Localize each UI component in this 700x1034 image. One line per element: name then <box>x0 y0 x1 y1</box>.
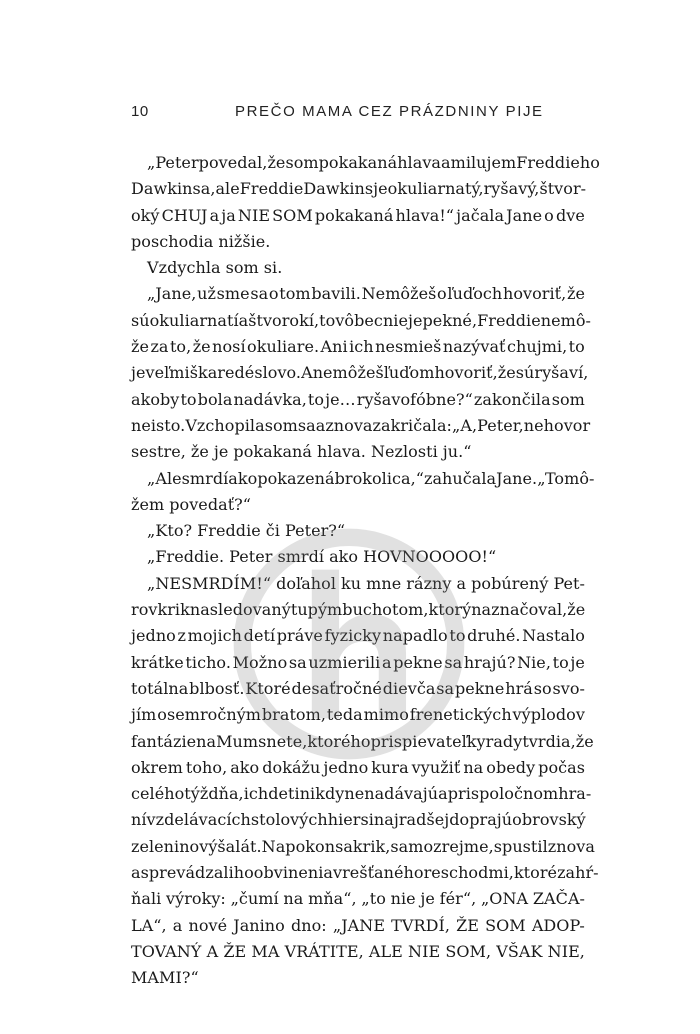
text-line: poschodia nižšie. <box>131 231 271 251</box>
text-line: totálna blbosť. Ktoré desaťročné dievča sa pekne hrá so svo- <box>131 678 585 698</box>
running-title: PREČO MAMA CEZ PRÁZDNINY PIJE <box>235 103 544 120</box>
text-line: zeleninový šalát. Napokon sa krik, samozrejme, spustil znova <box>131 836 595 856</box>
running-header <box>131 103 585 127</box>
text-line: „Freddie. Peter smrdí ako HOVNOOOOO!“ <box>147 547 497 567</box>
text-line: LA“, a nové Janino dno: „JANE TVRDÍ, ŽE SOM ADOP- <box>131 915 585 935</box>
text-line: Dawkinsa, ale Freddie Dawkins je okuliarnatý, ryšavý, štvor- <box>131 179 587 199</box>
text-line: „Peter povedal, že som pokakaná hlava a milujem Freddieho <box>147 153 600 172</box>
text-line: MAMI?“ <box>131 968 199 988</box>
text-line: Vzdychla som si. <box>147 258 283 278</box>
text-line: že za to, že nosí okuliare. Ani ich nesmieš nazývať chujmi, to <box>131 337 585 357</box>
text-line: sú okuliarnatí a štvorokí, to vôbec nie je pekné, Freddie nemô- <box>131 310 591 330</box>
text-line: sestre, že je pokakaná hlava. Nezlosti ju.“ <box>131 442 472 462</box>
text-line: fantázie na Mumsnete, ktorého prispievateľky rady tvrdia, že <box>131 731 594 751</box>
text-line: je veľmi škaredé slovo. A nemôžeš ľuďom hovoriť, že sú ryšaví, <box>131 363 589 383</box>
text-line: žem povedať?“ <box>131 494 252 514</box>
body-text <box>131 150 600 992</box>
text-line: rov krik nasledovaný tupým buchotom, ktorý naznačoval, že <box>131 600 586 620</box>
text-line: „NESMRDÍM!“ doľahol ku mne rázny a pobúrený Pet- <box>147 573 585 593</box>
text-line: neisto. Vzchopila som sa a znova zakričala: „A, Peter, nehovor <box>131 415 591 435</box>
text-line: „Ale smrdí ako pokazená brokolica,“ zahučala Jane. „To mô- <box>147 468 595 488</box>
text-line: oký CHUJ a ja NIE SOM pokakaná hlava!“ jačala Jane o dve <box>131 205 585 225</box>
text-line: jedno z mojich detí práve fyzicky napadlo to druhé. Nastalo <box>131 626 585 646</box>
text-line: jím osemročným bratom, teda mimo frenetických výplodov <box>131 705 585 725</box>
text-line: ňali výroky: „čumí na mňa“, „to nie je fér“, „ONA ZAČA- <box>131 889 585 909</box>
text-line: akoby to bola nadávka, to je… ryšavofóbne?“ zakončila som <box>131 389 585 409</box>
text-line: okrem toho, ako dokážu jedno kura využiť na obedy počas <box>131 757 585 777</box>
text-line: „Kto? Freddie či Peter?“ <box>147 521 346 541</box>
text-line: celého týždňa, ich deti nikdy nenadávajú a pri spoločnom hra- <box>131 784 592 804</box>
text-line: a sprevádzali ho obvinenia vrešťané hore schodmi, ktoré zahŕ- <box>131 863 599 883</box>
text-line: „Jane, už sme sa o tom bavili. Nemôžeš o ľuďoch hovoriť, že <box>147 284 585 304</box>
text-line: krátke ticho. Možno sa uzmierili a pekne sa hrajú? Nie, to je <box>131 652 585 672</box>
page-number: 10 <box>131 103 149 120</box>
text-line: ní vzdelávacích stolových hier si najradšej doprajú obrovský <box>131 810 586 830</box>
text-line: TOVANÝ A ŽE MA VRÁTITE, ALE NIE SOM, VŠAK NIE, <box>131 941 585 961</box>
